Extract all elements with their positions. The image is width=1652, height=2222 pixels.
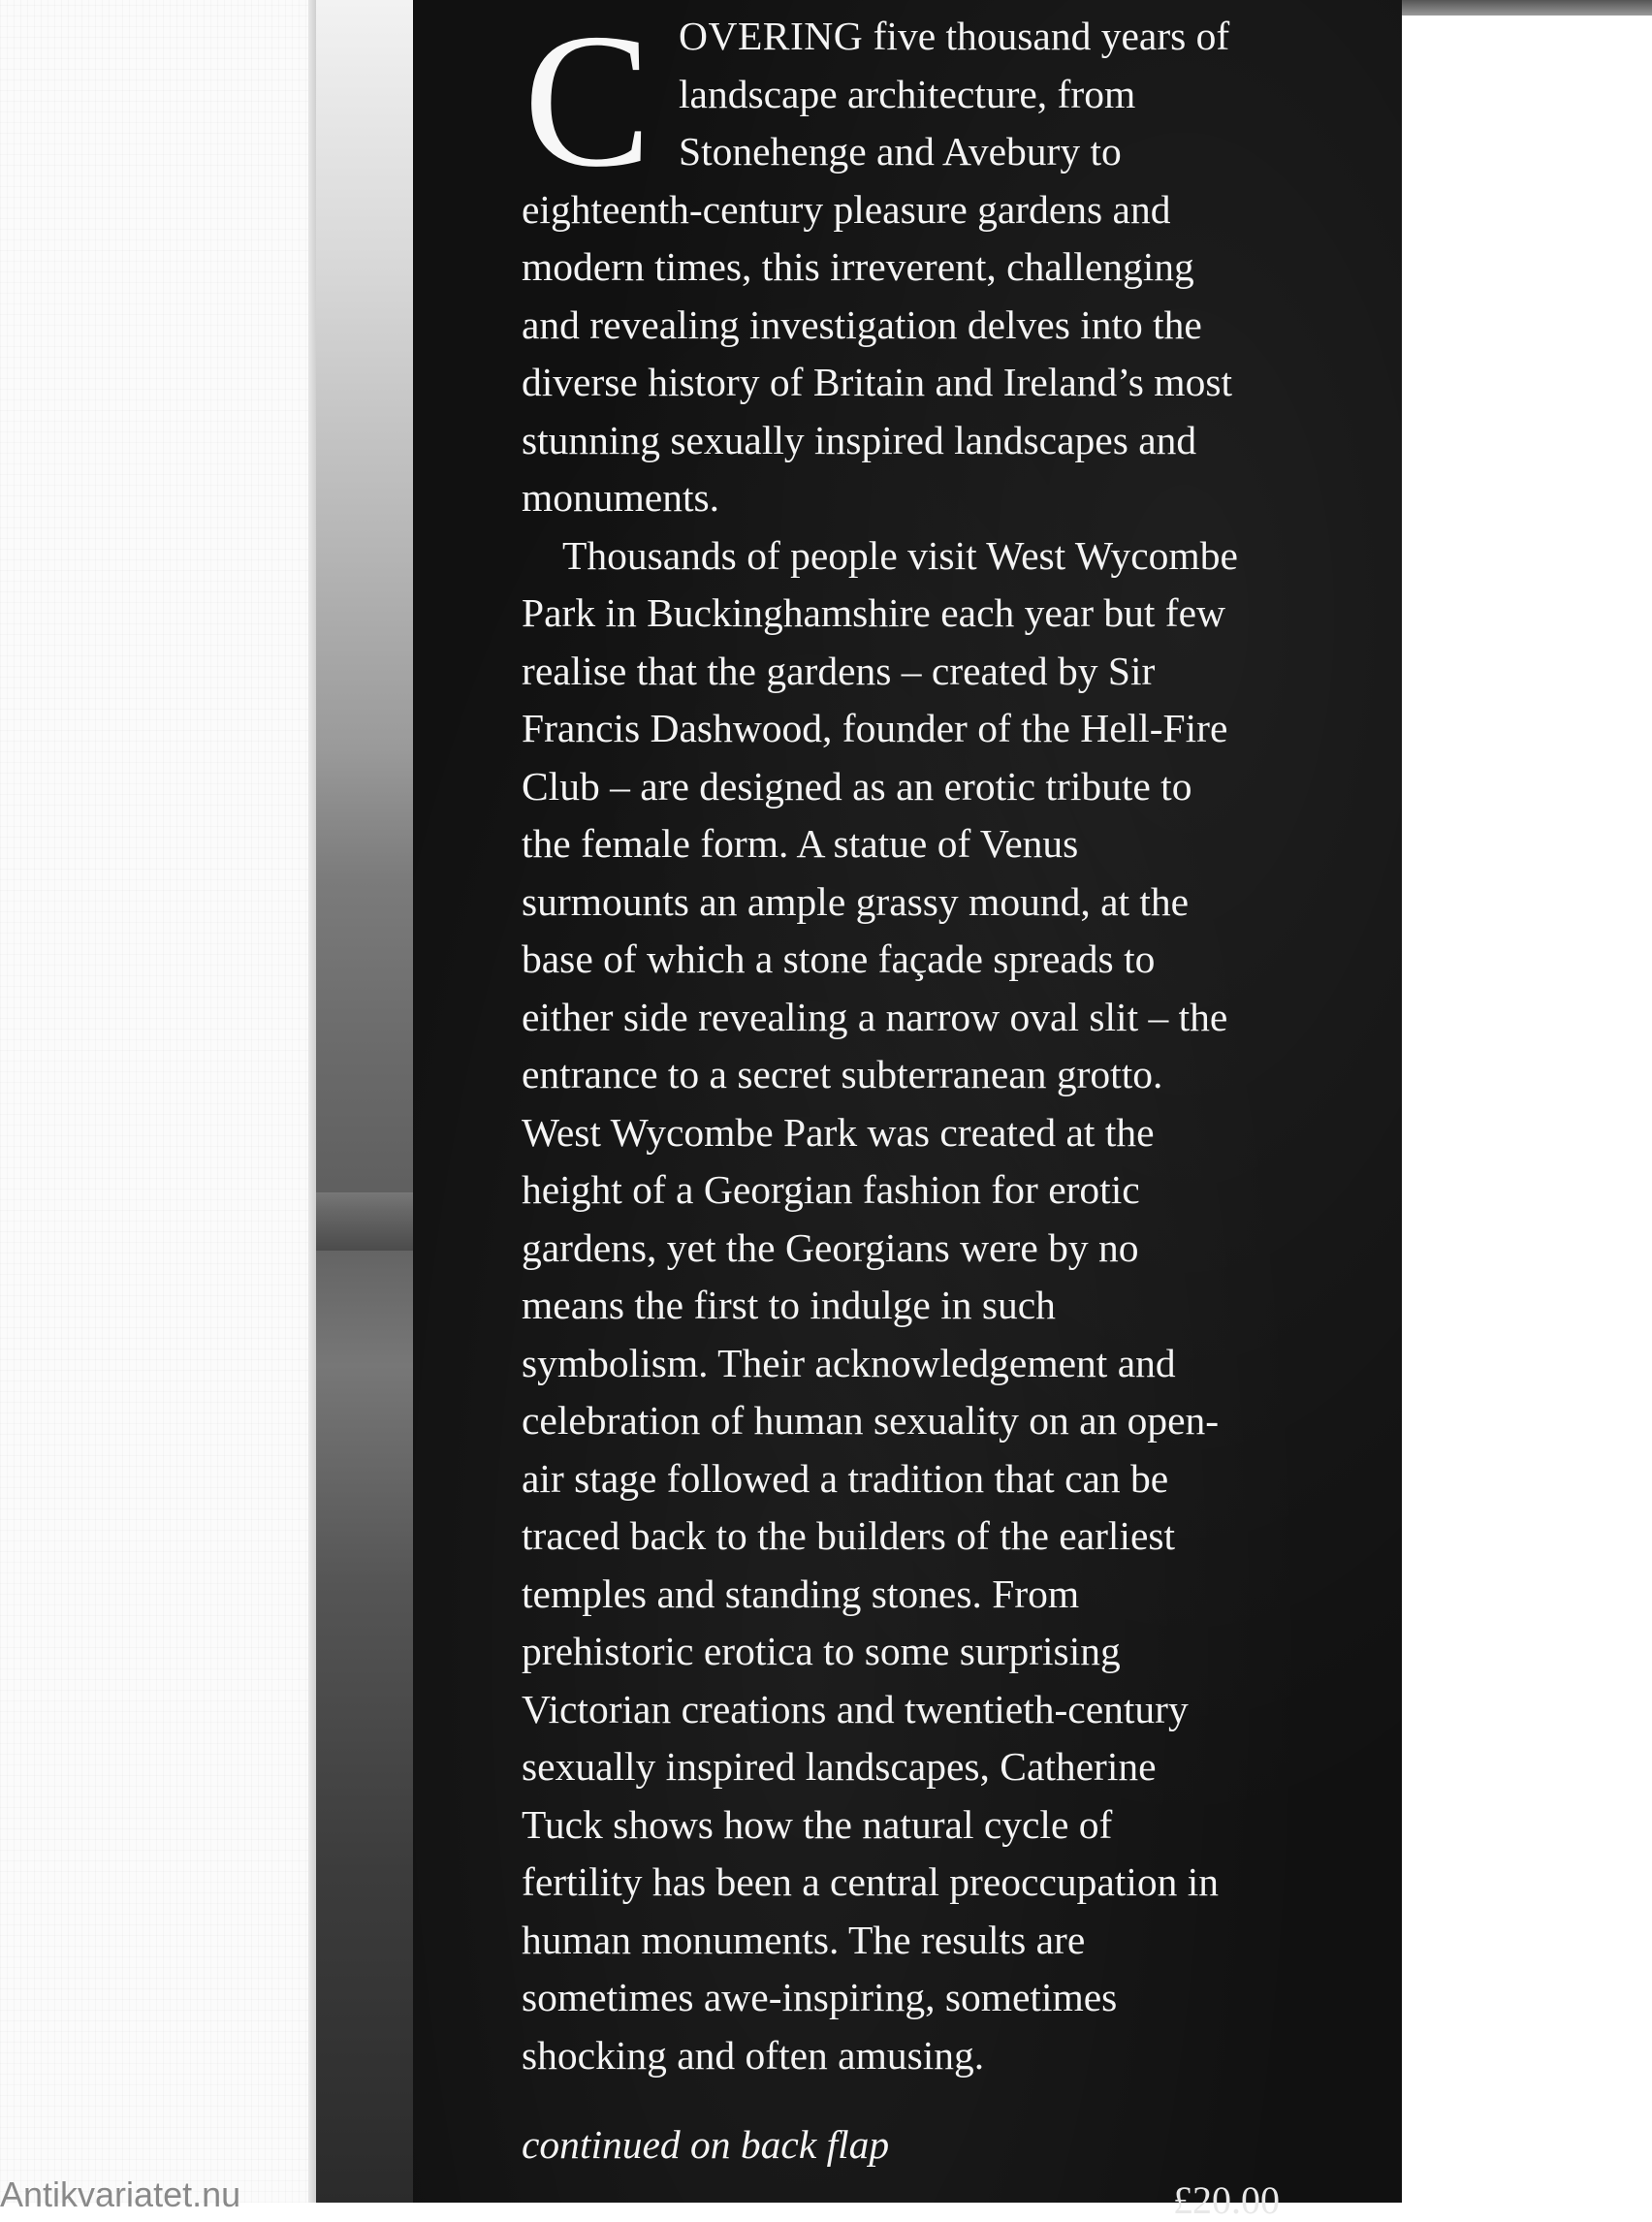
- text-line: and revealing investigation delves into the: [522, 302, 1202, 347]
- price-label: £20.00: [1173, 2178, 1280, 2222]
- continued-note: continued on back flap: [522, 2122, 890, 2167]
- text-line: eighteenth-century pleasure gardens and: [522, 186, 1171, 232]
- page-edge: [308, 0, 316, 2203]
- text-line: either side revealing a narrow oval slit – the: [522, 994, 1228, 1039]
- bottom-left-fragment: Antikvariatet.nu: [0, 2174, 241, 2214]
- text-line: stunning sexually inspired landscapes and: [522, 417, 1197, 462]
- text-line: height of a Georgian fashion for erotic: [522, 1167, 1140, 1212]
- blurb-text: [522, 0, 1317, 2084]
- text-line: symbolism. Their acknowledgement and: [522, 1340, 1176, 1385]
- text-line: entrance to a secret subterranean grotto.: [522, 1052, 1163, 1096]
- text-line: realise that the gardens – created by Sir: [522, 648, 1156, 693]
- text-line: shocking and often amusing.: [522, 2032, 985, 2078]
- paragraph-intro: [522, 0, 1317, 527]
- text-line: temples and standing stones. From: [522, 1571, 1080, 1616]
- first-word: OVERING: [679, 14, 864, 58]
- text-line: Stonehenge and Avebury to: [679, 129, 1122, 174]
- text-fragment: five thousand years of: [863, 14, 1230, 58]
- text-line: means the first to indulge in such: [522, 1283, 1056, 1327]
- right-margin: [1402, 0, 1652, 2203]
- cover-photo-strip: [316, 0, 413, 2203]
- text-line: human monuments. The results are: [522, 1917, 1086, 1962]
- text-line: modern times, this irreverent, challenging: [522, 244, 1194, 289]
- right-top-edge: [1402, 0, 1652, 16]
- text-line: surmounts an ample grassy mound, at the: [522, 878, 1190, 924]
- text-line: air stage followed a tradition that can be: [522, 1455, 1169, 1501]
- text-line: traced back to the builders of the earliest: [522, 1513, 1176, 1558]
- text-line: West Wycombe Park was created at the: [522, 1109, 1155, 1155]
- text-line: diverse history of Britain and Ireland’s most: [522, 360, 1233, 404]
- text-line: fertility has been a central preoccupation in: [522, 1859, 1220, 1904]
- text-line: [522, 8, 1317, 66]
- text-line: prehistoric erotica to some surprising: [522, 1629, 1121, 1673]
- text-line: Thousands of people visit West Wycombe: [562, 532, 1238, 578]
- text-line: landscape architecture, from: [679, 71, 1136, 116]
- text-line: sometimes awe-inspiring, sometimes: [522, 1975, 1118, 2019]
- text-line: monuments.: [522, 475, 720, 520]
- text-line: Victorian creations and twentieth-century: [522, 1686, 1189, 1731]
- text-line: Tuck shows how the natural cycle of: [522, 1801, 1113, 1847]
- text-line: Park in Buckinghamshire each year but few: [522, 590, 1226, 635]
- left-page-background: [0, 0, 320, 2203]
- paragraph-main: [522, 527, 1317, 2085]
- text-line: sexually inspired landscapes, Catherine: [522, 1744, 1157, 1789]
- text-line: celebration of human sexuality on an open-: [522, 1398, 1220, 1443]
- text-line: Club – are designed as an erotic tribute to: [522, 763, 1192, 809]
- text-line: gardens, yet the Georgians were by no: [522, 1224, 1139, 1270]
- text-line: Francis Dashwood, founder of the Hell-Fire: [522, 706, 1228, 750]
- text-line: the female form. A statue of Venus: [522, 821, 1079, 866]
- text-line: base of which a stone façade spreads to: [522, 936, 1156, 981]
- drop-cap-letter: C: [524, 0, 652, 206]
